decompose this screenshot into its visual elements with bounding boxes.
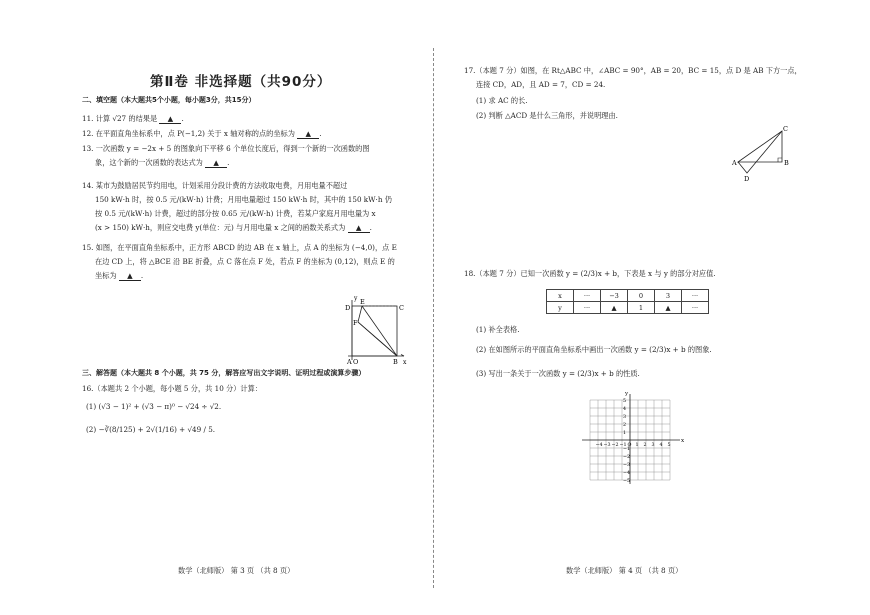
page-4 [436, 0, 870, 615]
section-fill-in-heading: 二、填空题（本大题共5个小题，每小题3分，共15分） [82, 96, 256, 104]
coordinate-grid [582, 390, 692, 490]
question-17-line2: 连接 CD，AD，且 AD = 7，CD = 24. [476, 80, 606, 89]
x-tick-label: 2 [643, 443, 647, 448]
section-title: 第Ⅱ卷 非选择题（共90分） [150, 74, 332, 90]
x-tick-label: 1 [635, 443, 639, 448]
question-16-part2: (2) −∛(8/125) + 2√(1/16) + √49 / 5. [86, 425, 216, 434]
answer-blank: ▲ [297, 129, 319, 139]
question-13-line1: 13. 一次函数 y = −2x + 5 的图象向下平移 6 个单位长度后，得到一个新的一次函数的图 [82, 144, 370, 153]
label-C: C [783, 125, 788, 133]
answer-blank: ▲ [348, 223, 370, 233]
x-tick-label: −1 [619, 443, 627, 448]
y-tick-label: 1 [623, 431, 627, 436]
page-footer: 数学（北师版） 第 3 页 （共 8 页） [178, 566, 295, 575]
x-tick-label: 4 [659, 443, 663, 448]
label-E: E [360, 298, 365, 306]
table-cell: ▲ [655, 302, 682, 314]
x-tick-label: −2 [611, 443, 619, 448]
y-axis-label: y [625, 391, 629, 397]
question-15-line1: 15. 如图，在平面直角坐标系中，正方形 ABCD 的边 AB 在 x 轴上，点 A 的坐标为 (−4,0)，点 E [82, 243, 397, 252]
value-table [546, 289, 709, 314]
table-cell: ··· [574, 290, 601, 302]
x-axis-label: x [681, 438, 685, 444]
table-cell: 1 [628, 302, 655, 314]
y-tick-label: 5 [623, 399, 627, 404]
page-footer: 数学（北师版） 第 4 页 （共 8 页） [566, 566, 683, 575]
question-17-part2: (2) 判断 △ACD 是什么三角形，并说明理由. [476, 111, 618, 120]
label-D: D [345, 304, 351, 312]
label-A: A [732, 159, 737, 167]
x-tick-label: −4 [595, 443, 603, 448]
label-y: y [354, 295, 358, 302]
right-triangle-figure [732, 125, 802, 185]
table-cell: ▲ [601, 302, 628, 314]
y-tick-label: −4 [623, 471, 631, 476]
question-18-part1: (1) 补全表格. [476, 325, 520, 334]
y-tick-label: −3 [623, 463, 631, 468]
answer-blank: ▲ [205, 158, 227, 168]
question-16: 16.（本题共 2 个小题，每小题 5 分，共 10 分）计算： [82, 384, 262, 393]
section-solve-heading: 三、解答题（本大题共 8 个小题，共 75 分，解答应写出文字说明、证明过程或演算步骤） [82, 369, 366, 377]
y-tick-label: −2 [623, 455, 631, 460]
question-12: 12. 在平面直角坐标系中，点 P(−1,2) 关于 x 轴对称的点的坐标为 ▲ . [82, 129, 322, 138]
question-15-line3: 坐标为 ▲ . [95, 271, 144, 280]
table-cell: y [547, 302, 574, 314]
table-cell: x [547, 290, 574, 302]
table-cell: 0 [628, 290, 655, 302]
table-row-x [547, 290, 709, 302]
x-tick-label: O [627, 443, 632, 448]
question-18-part2: (2) 在如图所示的平面直角坐标系中画出一次函数 y = (2/3)x + b 的图象. [476, 345, 712, 354]
y-tick-label: −5 [623, 479, 631, 484]
x-tick-label: 3 [651, 443, 655, 448]
question-14-line2: 150 kW·h 时，按 0.5 元/(kW·h) 计费；月用电量超过 150 kW·h 时，其中的 150 kW·h 仍 [95, 195, 392, 204]
label-F: F [353, 319, 358, 327]
table-cell: 3 [655, 290, 682, 302]
question-17-part1: (1) 求 AC 的长. [476, 96, 528, 105]
label-B: B [393, 358, 398, 366]
label-O: O [353, 358, 359, 366]
table-cell: ··· [682, 290, 709, 302]
question-14-line4: (x > 150) kW·h，则应交电费 y(单位：元) 与月用电量 x 之间的函数关系式为 ▲ . [95, 223, 372, 232]
question-14-line1: 14. 某市为鼓励居民节约用电，计划采用分段计费的方法收取电费，月用电量不超过 [82, 181, 348, 190]
question-18-part3: (3) 写出一条关于一次函数 y = (2/3)x + b 的性质. [476, 369, 640, 378]
table-row-y [547, 302, 709, 314]
label-x: x [403, 359, 407, 366]
x-tick-label: −3 [603, 443, 611, 448]
question-17-line1: 17.（本题 7 分）如图，在 Rt△ABC 中，∠ABC = 90°，AB = 20，BC = 15，点 D 是 AB 下方一点， [464, 66, 802, 75]
label-A: A [347, 358, 352, 366]
y-tick-label: 2 [623, 423, 627, 428]
x-tick-label: 5 [667, 443, 671, 448]
label-B: B [784, 159, 789, 167]
question-18: 18.（本题 7 分）已知一次函数 y = (2/3)x + b，下表是 x 与 y 的部分对应值. [464, 269, 716, 278]
page-3 [0, 0, 434, 615]
question-16-part1: (1) (√3 − 1)² + (√3 − π)⁰ − √24 ÷ √2. [86, 402, 222, 411]
table-cell: ··· [682, 302, 709, 314]
question-15-line2: 在边 CD 上，将 △BCE 沿 BE 折叠，点 C 落在点 F 处，若点 F 的坐标为 (0,12)，则点 E 的 [95, 257, 395, 266]
y-tick-label: −1 [623, 447, 631, 452]
square-fold-figure [338, 295, 408, 368]
answer-blank: ▲ [119, 271, 141, 281]
answer-blank: ▲ [159, 114, 181, 124]
table-cell: ··· [574, 302, 601, 314]
y-tick-label: 4 [623, 407, 627, 412]
table-cell: −3 [601, 290, 628, 302]
label-D: D [744, 175, 750, 183]
label-C: C [399, 304, 404, 312]
question-14-line3: 按 0.5 元/(kW·h) 计费，超过的部分按 0.65 元/(kW·h) 计费，若某户家庭月用电量为 x [95, 209, 376, 218]
y-tick-label: 3 [623, 415, 627, 420]
question-13-line2: 象，这个新的一次函数的表达式为 ▲ . [95, 158, 230, 167]
question-11: 11. 计算 √27 的结果是 ▲ . [82, 114, 184, 123]
